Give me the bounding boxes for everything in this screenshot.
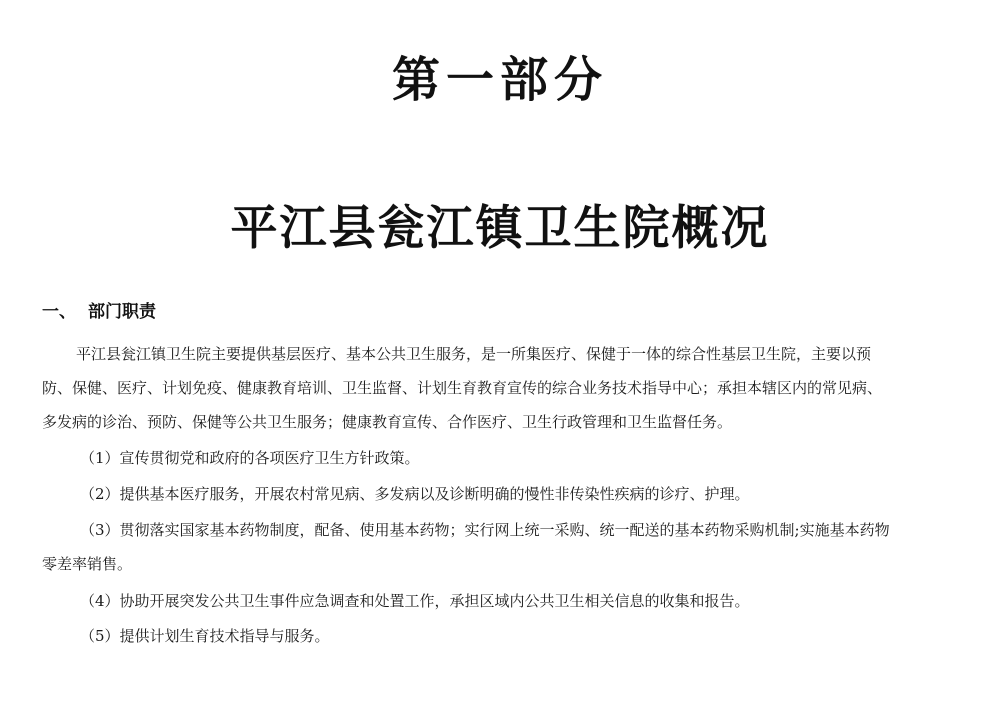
- duty-item: （1）宣传贯彻党和政府的各项医疗卫生方针政策。: [80, 449, 420, 467]
- section-number: 一、: [42, 302, 76, 322]
- duty-item: （5）提供计划生育技术指导与服务。: [80, 627, 330, 645]
- duty-item-continuation: 零差率销售。: [42, 555, 133, 573]
- intro-paragraph-line: 平江县瓮江镇卫生院主要提供基层医疗、基本公共卫生服务，是一所集医疗、保健于一体的综合性基层卫生院，主要以预: [76, 345, 872, 363]
- document-title: 平江县瓮江镇卫生院概况: [230, 201, 770, 256]
- duty-item: （3）贯彻落实国家基本药物制度，配备、使用基本药物；实行网上统一采购、统一配送的基本药物采购机制;实施基本药物: [80, 521, 890, 539]
- duty-item: （2）提供基本医疗服务，开展农村常见病、多发病以及诊断明确的慢性非传染性疾病的诊疗、护理。: [80, 485, 750, 503]
- duty-item: （4）协助开展突发公共卫生事件应急调查和处置工作，承担区域内公共卫生相关信息的收集和报告。: [80, 592, 750, 610]
- section-heading-text: 部门职责: [88, 302, 156, 322]
- intro-paragraph-line: 多发病的诊治、预防、保健等公共卫生服务；健康教育宣传、合作医疗、卫生行政管理和卫生监督任务。: [42, 413, 733, 431]
- section-heading: [42, 300, 156, 324]
- part-title: 第一部分: [391, 52, 608, 108]
- intro-paragraph-line: 防、保健、医疗、计划免疫、健康教育培训、卫生监督、计划生育教育宣传的综合业务技术指导中心；承担本辖区内的常见病、: [42, 379, 883, 397]
